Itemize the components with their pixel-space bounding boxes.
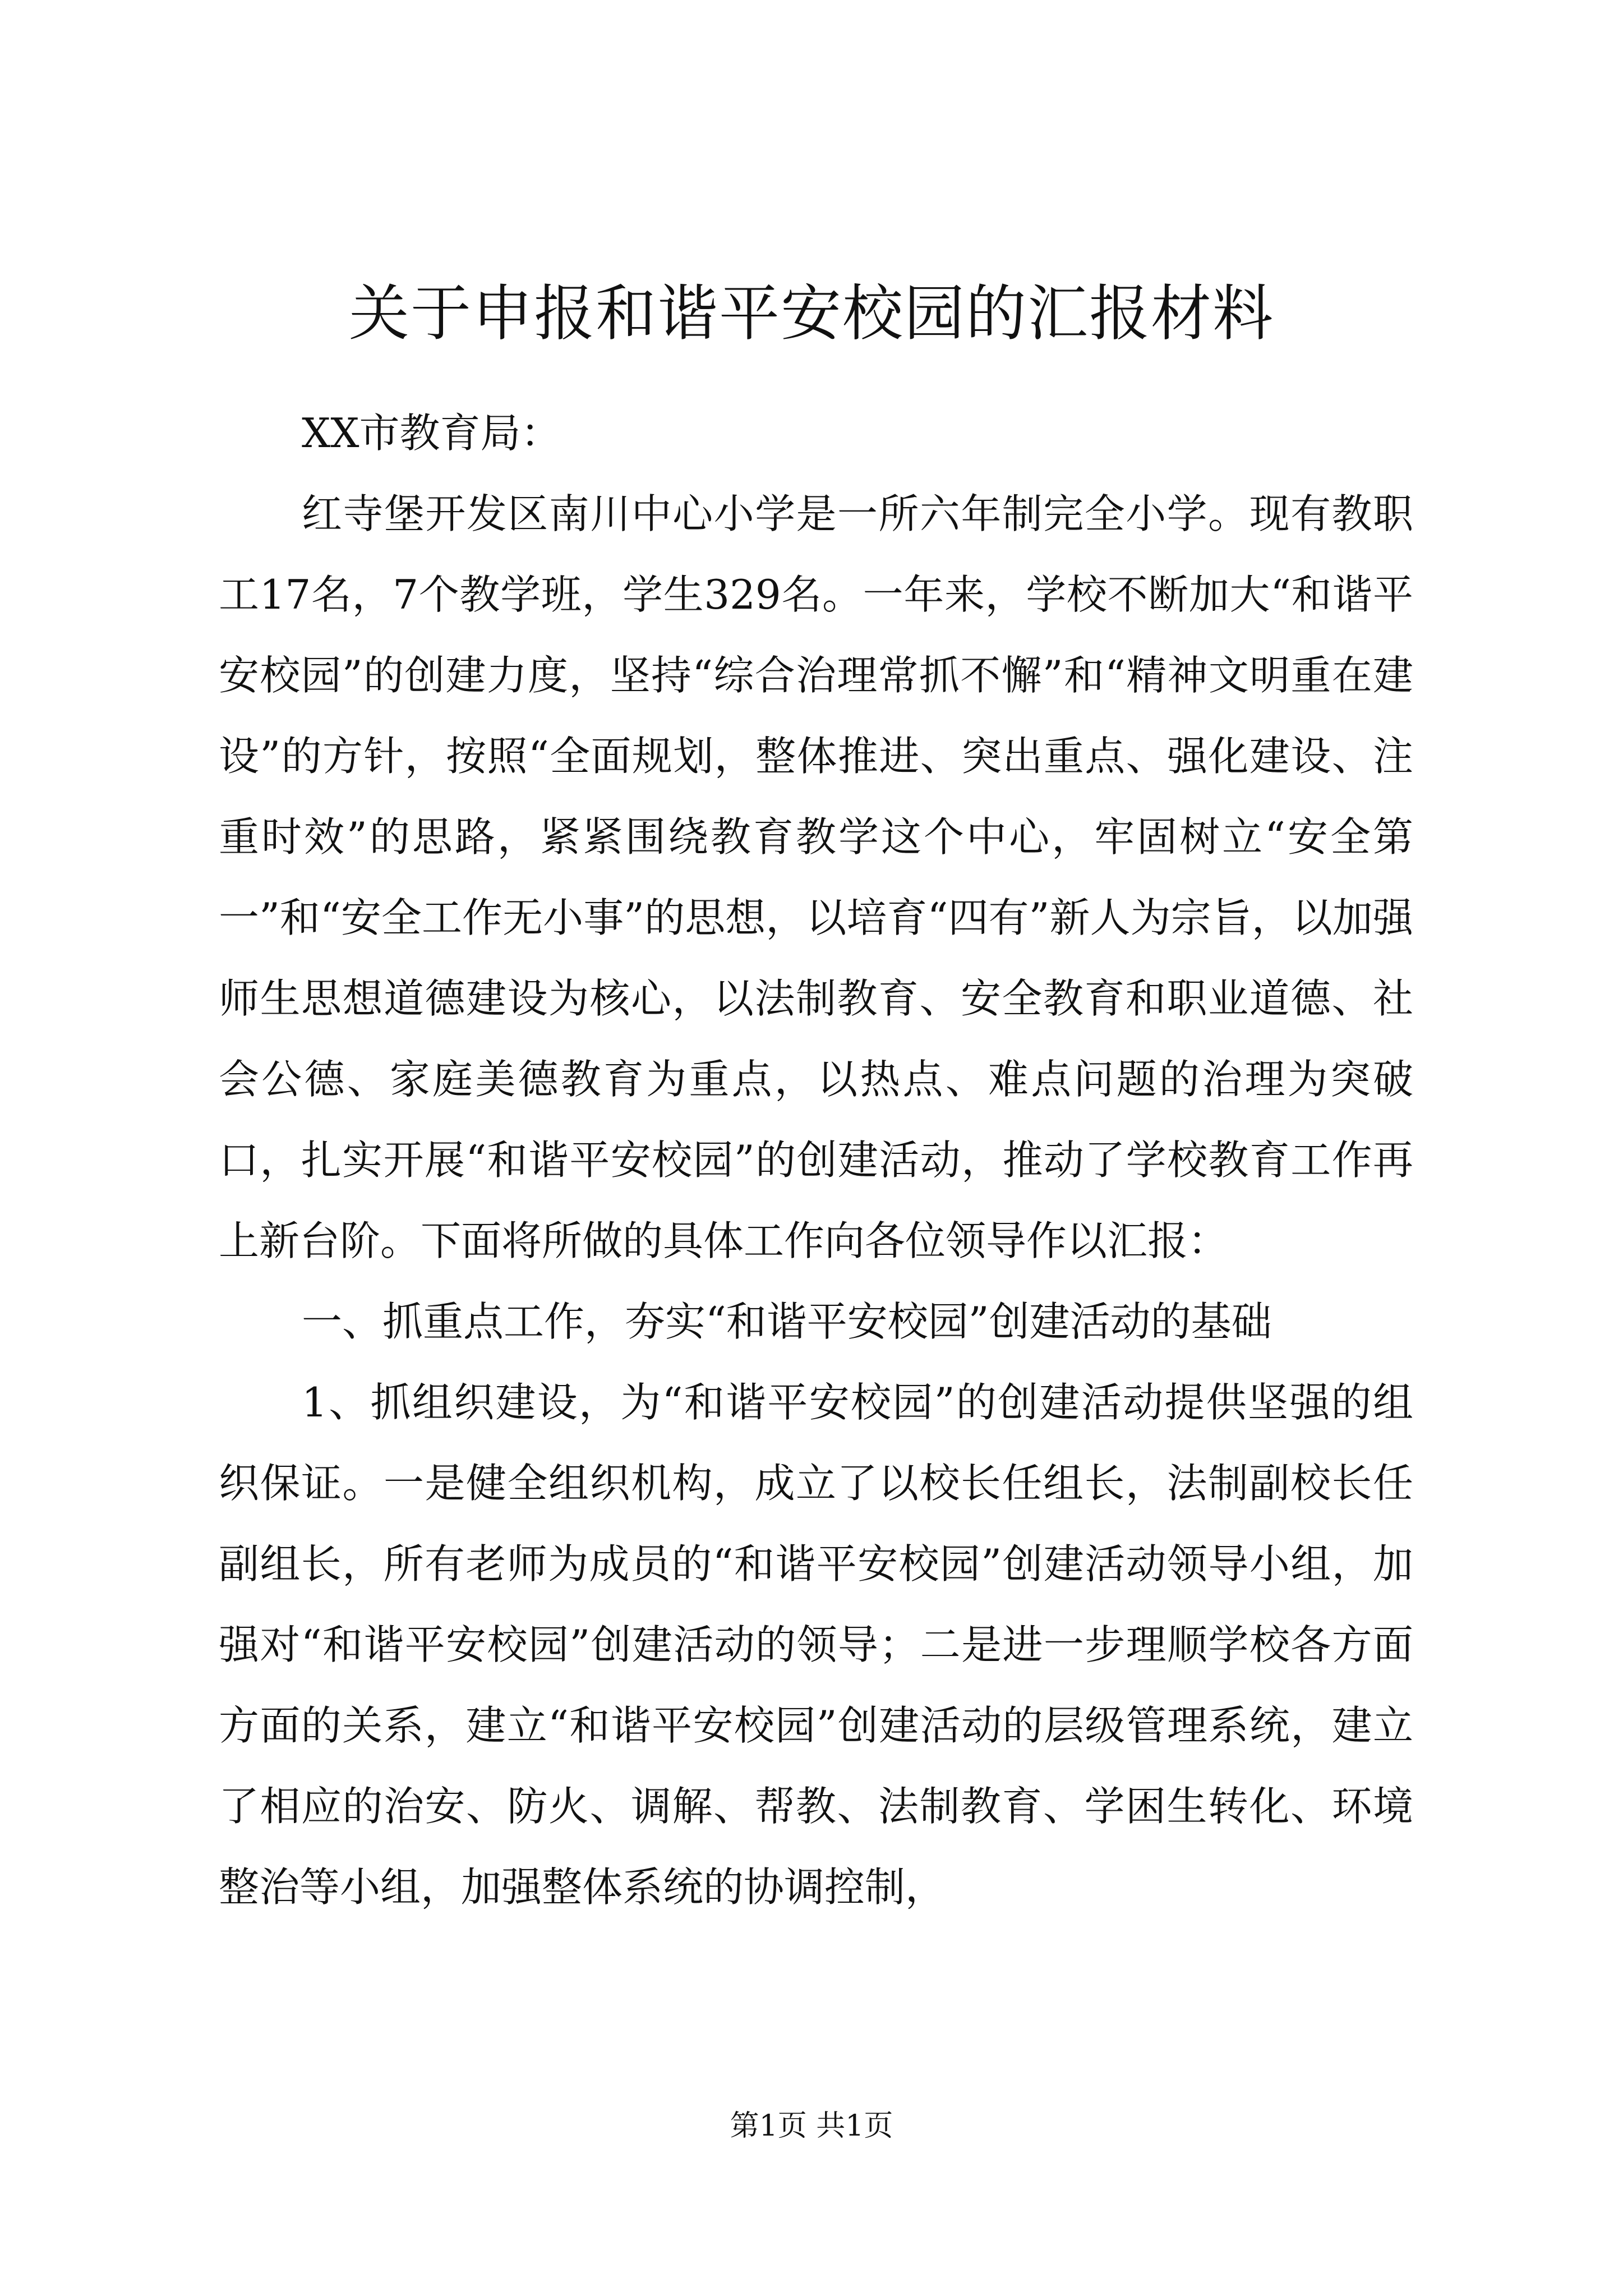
section-heading-1: 一、抓重点工作，夯实“和谐平安校园”创建活动的基础 <box>302 1298 1272 1345</box>
paragraph-item-1: 1、抓组织建设，为“和谐平安校园”的创建活动提供坚强的组织保证。一是健全组织机构，成立了以校长任组长，法制副校长任副组长，所有老师为成员的“和谐平安校园”创建活动领导小组，加强对“和谐平安校园”创建活动的领导；二是进一步理顺学校各方面方面的关系，建立“和谐平安校园”创建活动的层级管理系统，建立了相应的治安、防火、调解、帮教、法制教育、学困生转化、环境整治等小组，加强整体系统的协调控制， <box>219 1379 1413 1911</box>
salutation: XX市教育局： <box>302 409 561 457</box>
page-footer: 第1页 共1页 <box>730 2109 893 2143</box>
document-body <box>219 393 1413 1927</box>
paragraph-intro: 红寺堡开发区南川中心小学是一所六年制完全小学。现有教职工17名，7个教学班，学生329名。一年来，学校不断加大“和谐平安校园”的创建力度，坚持“综合治理常抓不懈”和“精神文明重在建设”的方针，按照“全面规划，整体推进、突出重点、强化建设、注重时效”的思路，紧紧围绕教育教学这个中心，牢固树立“安全第一”和“安全工作无小事”的思想，以培育“四有”新人为宗旨，以加强师生思想道德建设为核心，以法制教育、安全教育和职业道德、社会公德、家庭美德教育为重点，以热点、难点问题的治理为突破口，扎实开展“和谐平安校园”的创建活动，推动了学校教育工作再上新台阶。下面将所做的具体工作向各位领导作以汇报： <box>219 490 1413 1264</box>
document-title: 关于申报和谐平安校园的汇报材料 <box>348 279 1274 349</box>
